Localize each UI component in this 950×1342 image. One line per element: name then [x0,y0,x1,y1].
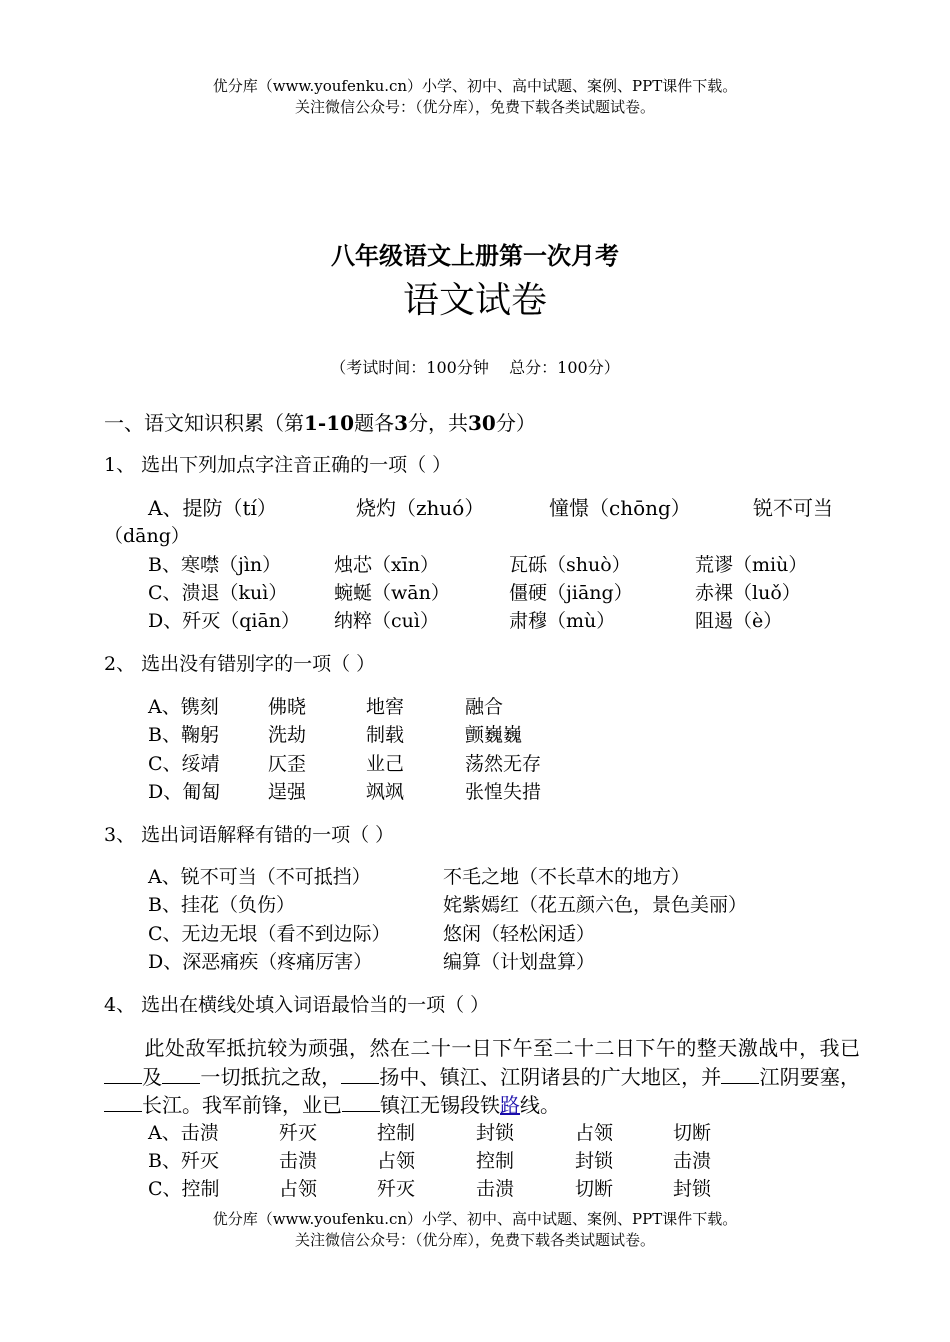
q4-passage [104,1034,860,1120]
q4-b-6: 击溃 [673,1150,712,1172]
q3-c-2: 悠闲（轻松闲适） [443,923,596,945]
section-1-heading [104,410,536,436]
q2-d-4: 张惶失措 [465,781,542,803]
q4-b-3: 占领 [377,1150,416,1172]
q2-a-2: 佛晓 [268,696,307,718]
section-1-prefix: 一、语文知识积累（第 [104,411,304,435]
q2-a-4: 融合 [465,696,504,718]
q1-b-4: 荒谬（miù） [695,554,808,576]
q2-d-2: 逞强 [268,781,307,803]
q2-stem: 2、 选出没有错别字的一项（ ） [104,653,376,675]
q4-a-1: A、击溃 [148,1122,219,1144]
q4-passage-part-8: 线。 [520,1093,560,1117]
q4-c-2: 占领 [279,1178,318,1200]
section-1-total: 30 [467,411,496,435]
q2-c-1: C、绥靖 [148,753,220,775]
q4-passage-part-3: 一切抵抗之敌， [200,1064,342,1089]
footer-line-1: 优分库（www.youfenku.cn）小学、初中、高中试题、案例、PPT课件下载。 [212,1210,738,1228]
q4-blank-4 [721,1065,759,1084]
q3-a-2: 不毛之地（不长草木的地方） [443,866,691,888]
section-1-mid1: 题各 [354,411,395,435]
q3-b-2: 姹紫嫣红（花五颜六色，景色美丽） [443,894,748,916]
header-line-1: 优分库（www.youfenku.cn）小学、初中、高中试题、案例、PPT课件下载。 [212,77,738,95]
q4-a-6: 切断 [673,1122,712,1144]
exam-info: （考试时间：100分钟 总分：100分） [330,358,620,377]
q4-passage-part-5: 江阴要塞， [759,1064,861,1089]
q4-passage-part-1: 此处敌军抵抗较为顽强，然在二十一日下午至二十二日下午的整天激战中，我已 [144,1036,860,1060]
q2-a-1: A、镌刻 [148,696,219,718]
page-header [0,76,950,118]
q3-stem: 3、 选出词语解释有错的一项（ ） [104,824,395,846]
section-1-points: 3 [394,411,408,435]
q4-c-4: 击溃 [476,1178,515,1200]
q2-c-2: 仄歪 [268,753,307,775]
q4-b-5: 封锁 [575,1150,614,1172]
q1-d-4: 阻遏（è） [695,610,783,632]
q1-b-2: 烛芯（xīn） [334,554,440,576]
q4-blank-2 [162,1065,200,1084]
q1-b-1: B、寒噤（jìn） [148,554,282,576]
section-1-mid2: 分，共 [407,411,468,435]
q2-c-4: 荡然无存 [465,753,542,775]
q2-c-3: 业己 [366,753,405,775]
exam-title: 八年级语文上册第一次月考 [331,242,619,270]
q1-c-4: 赤裸（luǒ） [695,582,801,604]
q3-d-2: 编算（计划盘算） [443,951,596,973]
exam-subtitle: 语文试卷 [402,280,547,321]
q4-b-2: 击溃 [279,1150,318,1172]
q4-a-3: 控制 [377,1122,416,1144]
q1-option-a-wrap: （dāng） [104,525,190,547]
q4-a-5: 占领 [575,1122,614,1144]
q4-passage-part-2: 及 [142,1064,163,1089]
q4-passage-part-7: 镇江无锡段铁 [380,1093,500,1117]
q4-passage-link[interactable]: 路 [500,1093,520,1117]
q4-a-4: 封锁 [476,1122,515,1144]
q3-d-1: D、深恶痛疾（疼痛厉害） [148,951,373,973]
q2-d-1: D、匍匐 [148,781,221,803]
q1-stem: 1、 选出下列加点字注音正确的一项（ ） [104,454,452,476]
q2-b-2: 洗劫 [268,724,307,746]
q1-c-3: 僵硬（jiāng） [509,582,633,604]
q1-c-2: 蜿蜒（wān） [334,582,450,604]
q1-a-3: 憧憬（chōng） [549,496,691,520]
q4-stem: 4、 选出在横线处填入词语最恰当的一项（ ） [104,994,490,1016]
q1-b-3: 瓦砾（shuò） [509,554,631,576]
q4-passage-part-4: 扬中、镇江、江阴诸县的广大地区，并 [379,1064,722,1089]
q2-a-3: 地窖 [366,696,405,718]
header-line-2: 关注微信公众号：（优分库），免费下载各类试题试卷。 [294,98,655,116]
q1-a-1: A、提防（tí） [148,496,277,520]
footer-line-2: 关注微信公众号：（优分库），免费下载各类试题试卷。 [294,1231,655,1249]
q1-c-1: C、溃退（kuì） [148,582,288,604]
q2-d-3: 飒飒 [366,781,405,803]
q1-a-2: 烧灼（zhuó） [356,496,485,520]
q3-b-1: B、挂花（负伤） [148,894,295,916]
q4-blank-3 [341,1065,379,1084]
q4-b-4: 控制 [476,1150,515,1172]
q2-b-3: 制载 [366,724,405,746]
q4-c-5: 切断 [575,1178,614,1200]
q1-d-3: 肃穆（mù） [509,610,616,632]
q4-a-2: 歼灭 [279,1122,318,1144]
q2-b-1: B、鞠躬 [148,724,219,746]
section-1-suffix: 分） [495,411,536,435]
q1-d-1: D、歼灭（qiān） [148,610,301,632]
q4-c-1: C、控制 [148,1178,220,1200]
section-1-range: 1-10 [304,411,355,435]
q1-a-4: 锐不可当 [753,496,833,520]
q4-blank-1 [104,1065,142,1084]
q4-blank-6 [342,1093,380,1112]
q1-d-2: 纳粹（cuì） [334,610,439,632]
q3-a-1: A、锐不可当（不可抵挡） [148,866,371,888]
q4-c-3: 歼灭 [377,1178,416,1200]
q4-passage-part-6: 长江。我军前锋，业已 [142,1093,342,1117]
q4-c-6: 封锁 [673,1178,712,1200]
q3-c-1: C、无边无垠（看不到边际） [148,923,391,945]
page-footer [0,1209,950,1251]
q4-blank-5 [104,1093,142,1112]
q2-b-4: 颤巍巍 [465,724,523,746]
q4-b-1: B、歼灭 [148,1150,219,1172]
